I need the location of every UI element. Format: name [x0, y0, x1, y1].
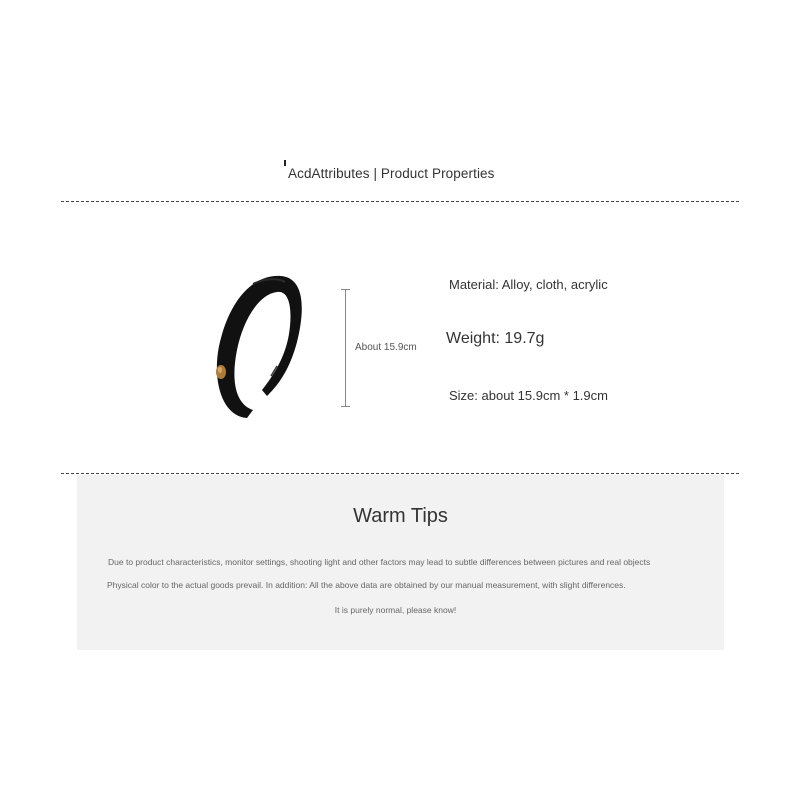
measure-label: About 15.9cm: [355, 342, 417, 353]
section-header: [284, 162, 495, 181]
weight-spec: Weight: 19.7g: [446, 330, 545, 347]
header-marker: [284, 160, 286, 166]
material-spec: Material: Alloy, cloth, acrylic: [449, 277, 608, 292]
size-spec: Size: about 15.9cm * 1.9cm: [449, 388, 608, 403]
warm-tips-panel: [77, 475, 724, 650]
height-measure-indicator: [341, 289, 350, 407]
warm-tips-title: Warm Tips: [353, 505, 448, 527]
divider-top: [61, 201, 739, 202]
tips-line-1: Due to product characteristics, monitor settings, shooting light and other factors may lead to subtle differences between pictures and real objects: [108, 557, 651, 567]
tips-line-3: It is purely normal, please know!: [334, 605, 457, 615]
divider-middle: [61, 473, 739, 474]
section-title: AcdAttributes | Product Properties: [288, 166, 495, 181]
headband-icon: [205, 268, 315, 428]
tips-line-2: Physical color to the actual goods prevail. In addition: All the above data are obtained by our manual measurement, with slight differences.: [107, 580, 626, 590]
